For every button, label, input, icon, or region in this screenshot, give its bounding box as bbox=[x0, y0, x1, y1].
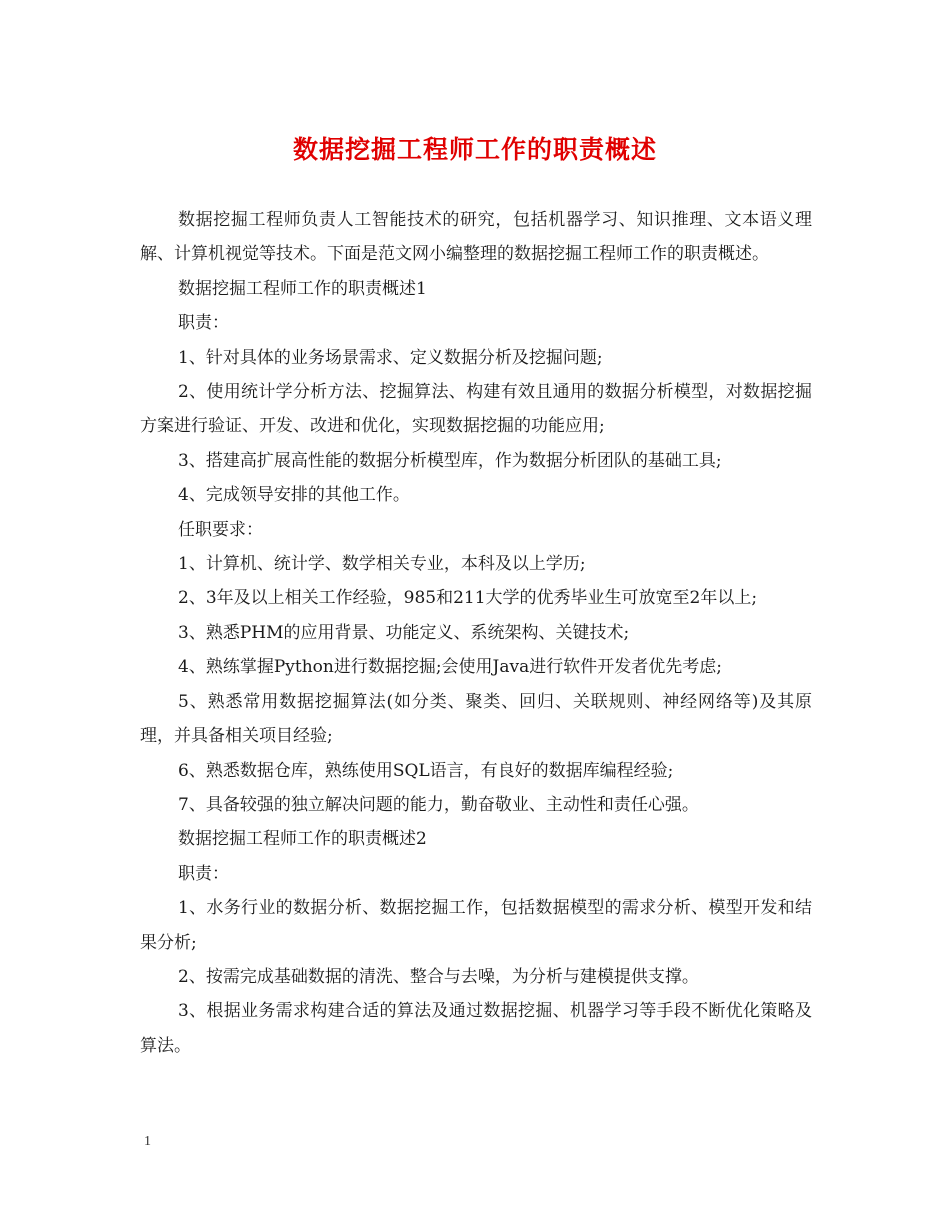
responsibilities-label: 职责： bbox=[178, 863, 229, 884]
list-item: 3、熟悉PHM的应用背景、功能定义、系统架构、关键技术; bbox=[178, 622, 630, 643]
list-item: 2、使用统计学分析方法、挖掘算法、构建有效且通用的数据分析模型，对数据挖掘方案进行验证、开发、改进和优化，实现数据挖掘的功能应用; bbox=[140, 382, 812, 437]
page-number: 1 bbox=[144, 1134, 151, 1149]
list-item: 3、根据业务需求构建合适的算法及通过数据挖掘、机器学习等手段不断优化策略及算法。 bbox=[140, 1001, 812, 1056]
requirements-label: 任职要求： bbox=[178, 519, 263, 540]
list-item: 2、3年及以上相关工作经验，985和211大学的优秀毕业生可放宽至2年以上; bbox=[178, 588, 758, 609]
section-heading-1: 数据挖掘工程师工作的职责概述1 bbox=[178, 278, 427, 299]
intro-paragraph: 数据挖掘工程师负责人工智能技术的研究，包括机器学习、知识推理、文本语义理解、计算机视觉等技术。下面是范文网小编整理的数据挖掘工程师工作的职责概述。 bbox=[140, 210, 812, 265]
list-item: 6、熟悉数据仓库，熟练使用SQL语言，有良好的数据库编程经验; bbox=[178, 760, 674, 781]
list-item: 3、搭建高扩展高性能的数据分析模型库，作为数据分析团队的基础工具; bbox=[178, 450, 722, 471]
list-item: 7、具备较强的独立解决问题的能力，勤奋敬业、主动性和责任心强。 bbox=[178, 794, 699, 815]
responsibilities-label: 职责： bbox=[178, 313, 229, 334]
list-item: 5、熟悉常用数据挖掘算法(如分类、聚类、回归、关联规则、神经网络等)及其原理，并具备相关项目经验; bbox=[140, 691, 812, 747]
list-item: 2、按需完成基础数据的清洗、整合与去噪，为分析与建模提供支撑。 bbox=[178, 966, 699, 987]
list-item: 1、计算机、统计学、数学相关专业，本科及以上学历; bbox=[178, 554, 586, 575]
section-heading-2: 数据挖掘工程师工作的职责概述2 bbox=[178, 829, 427, 850]
list-item: 1、针对具体的业务场景需求、定义数据分析及挖掘问题; bbox=[178, 347, 603, 368]
document-title: 数据挖掘工程师工作的职责概述 bbox=[292, 135, 657, 164]
document-body bbox=[140, 203, 812, 1063]
list-item: 4、熟练掌握Python进行数据挖掘;会使用Java进行软件开发者优先考虑; bbox=[178, 657, 722, 678]
list-item: 4、完成领导安排的其他工作。 bbox=[178, 485, 410, 506]
list-item: 1、水务行业的数据分析、数据挖掘工作，包括数据模型的需求分析、模型开发和结果分析; bbox=[140, 898, 812, 953]
